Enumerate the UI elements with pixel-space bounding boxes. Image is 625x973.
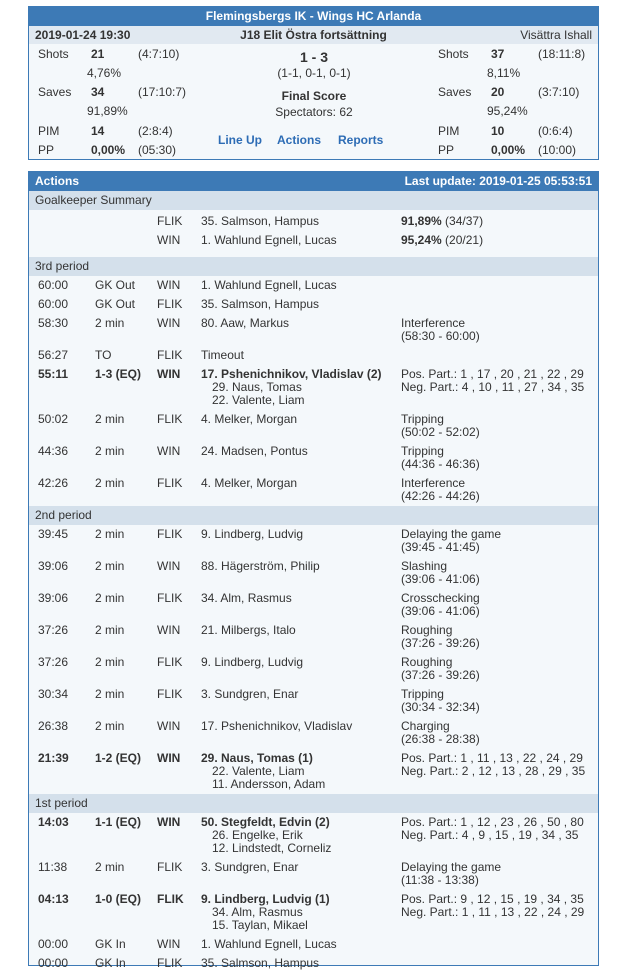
event-type: 2 min bbox=[95, 719, 125, 733]
event-time: 44:36 bbox=[38, 444, 69, 458]
event-description bbox=[401, 861, 501, 887]
event-time: 00:00 bbox=[38, 956, 69, 970]
player-name: 35. Salmson, Hampus bbox=[201, 297, 320, 311]
event-type: 1-3 (EQ) bbox=[95, 367, 142, 381]
goalkeeper-name: 1. Wahlund Egnell, Lucas bbox=[201, 233, 337, 247]
goalkeeper-row bbox=[29, 234, 598, 250]
assist-2: 11. Andersson, Adam bbox=[212, 777, 326, 791]
event-type: 2 min bbox=[95, 527, 125, 541]
actions-body bbox=[29, 191, 598, 970]
team-code: FLIK bbox=[157, 297, 183, 311]
player-cell bbox=[201, 560, 320, 573]
actions-title: Actions bbox=[35, 174, 80, 188]
player-cell bbox=[201, 368, 382, 407]
description-line-2: (39:45 - 41:45) bbox=[401, 540, 480, 554]
description-line-1: Pos. Part.: 1 , 17 , 20 , 21 , 22 , 29 bbox=[401, 367, 584, 381]
event-time: 11:38 bbox=[38, 860, 68, 874]
team-code: FLIK bbox=[157, 860, 183, 874]
player-name: 29. Naus, Tomas (1) bbox=[201, 751, 313, 765]
event-time: 60:00 bbox=[38, 297, 69, 311]
away-pim: 10 bbox=[491, 124, 505, 138]
player-name: 3. Sundgren, Enar bbox=[201, 687, 299, 701]
event-description bbox=[401, 624, 480, 650]
description-line-2: Neg. Part.: 4 , 10 , 11 , 27 , 34 , 35 bbox=[401, 380, 585, 394]
player-cell bbox=[201, 592, 292, 605]
period-header: 3rd period bbox=[29, 257, 598, 276]
description-line-1: Roughing bbox=[401, 655, 453, 669]
away-pim-label: PIM bbox=[438, 124, 460, 138]
player-name: 50. Stegfeldt, Edvin (2) bbox=[201, 815, 330, 829]
event-time: 37:26 bbox=[38, 623, 69, 637]
final-score: 1 - 3 bbox=[299, 49, 328, 65]
event-time: 56:27 bbox=[38, 348, 69, 362]
player-name: 34. Alm, Rasmus bbox=[201, 591, 292, 605]
away-pp: 0,00% bbox=[491, 143, 526, 157]
event-type: 1-0 (EQ) bbox=[95, 892, 142, 906]
event-time: 60:00 bbox=[38, 278, 69, 292]
player-cell bbox=[201, 279, 337, 292]
player-name: 1. Wahlund Egnell, Lucas bbox=[201, 278, 337, 292]
spectators: Spectators: 62 bbox=[275, 105, 353, 119]
game-title: Flemingsbergs IK - Wings HC Arlanda bbox=[29, 7, 598, 26]
team-code: FLIK bbox=[157, 214, 183, 228]
assist-1: 29. Naus, Tomas bbox=[212, 380, 302, 394]
away-shots-label: Shots bbox=[438, 47, 469, 61]
player-cell bbox=[201, 656, 303, 669]
assist-1: 26. Engelke, Erik bbox=[212, 828, 303, 842]
team-code: FLIK bbox=[157, 412, 183, 426]
description-line-2: (11:38 - 13:38) bbox=[401, 873, 479, 887]
player-name: 80. Aaw, Markus bbox=[201, 316, 290, 330]
lineup-link[interactable]: Line Up bbox=[218, 133, 262, 147]
description-line-2: (37:26 - 39:26) bbox=[401, 668, 480, 682]
home-pim-label: PIM bbox=[38, 124, 60, 138]
event-type: 2 min bbox=[95, 655, 125, 669]
game-datetime: 2019-01-24 19:30 bbox=[35, 28, 131, 42]
team-code: WIN bbox=[157, 367, 181, 381]
description-line-1: Interference bbox=[401, 476, 466, 490]
home-saves-pct: 91,89% bbox=[87, 104, 128, 118]
description-line-1: Charging bbox=[401, 719, 450, 733]
event-time: 39:06 bbox=[38, 591, 69, 605]
event-time: 00:00 bbox=[38, 937, 69, 951]
description-line-1: Delaying the game bbox=[401, 527, 502, 541]
league-name: J18 Elit Östra fortsättning bbox=[240, 28, 387, 42]
assist-2: 15. Taylan, Mikael bbox=[212, 918, 308, 932]
event-description bbox=[401, 317, 480, 343]
event-time: 42:26 bbox=[38, 476, 69, 490]
assist-1: 22. Valente, Liam bbox=[212, 764, 305, 778]
event-time: 58:30 bbox=[38, 316, 69, 330]
last-update: Last update: 2019-01-25 05:53:51 bbox=[404, 174, 592, 188]
away-shots-split: (18:11:8) bbox=[538, 47, 586, 61]
player-cell bbox=[201, 317, 289, 330]
event-time: 14:03 bbox=[38, 815, 69, 829]
event-time: 04:13 bbox=[38, 892, 69, 906]
player-name: 88. Hägerström, Philip bbox=[201, 559, 320, 573]
team-code: FLIK bbox=[157, 527, 183, 541]
event-description bbox=[401, 528, 501, 554]
event-time: 26:38 bbox=[38, 719, 69, 733]
home-pp-label: PP bbox=[38, 143, 55, 157]
event-type: 2 min bbox=[95, 591, 125, 605]
team-code: FLIK bbox=[157, 348, 183, 362]
player-name: 9. Lindberg, Ludvig (1) bbox=[201, 892, 330, 906]
description-line-1: Slashing bbox=[401, 559, 448, 573]
team-code: WIN bbox=[157, 444, 181, 458]
event-type: GK In bbox=[95, 956, 126, 970]
team-code: WIN bbox=[157, 751, 181, 765]
away-pp-time: (10:00) bbox=[538, 143, 577, 157]
player-cell bbox=[201, 893, 330, 932]
home-saves-label: Saves bbox=[38, 85, 72, 99]
game-status: Final Score bbox=[281, 89, 347, 103]
event-time: 30:34 bbox=[38, 687, 69, 701]
description-line-2: Neg. Part.: 1 , 11 , 13 , 22 , 24 , 29 bbox=[401, 905, 585, 919]
player-name: 4. Melker, Morgan bbox=[201, 412, 298, 426]
event-description bbox=[401, 560, 480, 586]
description-line-1: Pos. Part.: 1 , 11 , 13 , 22 , 24 , 29 bbox=[401, 751, 583, 765]
away-saves: 20 bbox=[491, 85, 505, 99]
event-description bbox=[401, 816, 584, 842]
arena-name: Visättra Ishall bbox=[520, 28, 592, 42]
home-pp: 0,00% bbox=[91, 143, 126, 157]
player-name: 1. Wahlund Egnell, Lucas bbox=[201, 937, 337, 951]
event-type: GK Out bbox=[95, 278, 136, 292]
assist-1: 34. Alm, Rasmus bbox=[212, 905, 303, 919]
description-line-1: Tripping bbox=[401, 687, 444, 701]
home-pp-time: (05:30) bbox=[138, 143, 177, 157]
player-name: 17. Pshenichnikov, Vladislav (2) bbox=[201, 367, 382, 381]
save-percentage bbox=[401, 234, 483, 247]
away-saves-split: (3:7:10) bbox=[538, 85, 580, 99]
period-header: 2nd period bbox=[29, 506, 598, 525]
description-line-1: Tripping bbox=[401, 412, 444, 426]
event-time: 50:02 bbox=[38, 412, 69, 426]
assist-2: 22. Valente, Liam bbox=[212, 393, 305, 407]
description-line-2: (42:26 - 44:26) bbox=[401, 489, 480, 503]
event-description bbox=[401, 368, 584, 394]
event-description bbox=[401, 752, 585, 778]
player-name: 3. Sundgren, Enar bbox=[201, 860, 299, 874]
away-saves-pct: 95,24% bbox=[487, 104, 528, 118]
player-name: 21. Milbergs, Italo bbox=[201, 623, 296, 637]
away-saves-label: Saves bbox=[438, 85, 472, 99]
save-pct-value: 95,24% bbox=[401, 233, 442, 247]
goalkeeper-row bbox=[29, 215, 598, 231]
event-time: 39:45 bbox=[38, 527, 69, 541]
team-code: FLIK bbox=[157, 655, 183, 669]
event-description bbox=[401, 720, 480, 746]
player-name: 4. Melker, Morgan bbox=[201, 476, 298, 490]
goalkeeper-name: 35. Salmson, Hampus bbox=[201, 214, 320, 228]
player-cell bbox=[201, 349, 244, 362]
event-description bbox=[401, 656, 480, 682]
away-pim-split: (0:6:4) bbox=[538, 124, 573, 138]
player-name: 24. Madsen, Pontus bbox=[201, 444, 308, 458]
team-code: WIN bbox=[157, 623, 181, 637]
save-percentage bbox=[401, 215, 483, 228]
event-time: 37:26 bbox=[38, 655, 69, 669]
player-name: Timeout bbox=[201, 348, 244, 362]
save-pct-detail: (20/21) bbox=[445, 233, 484, 247]
description-line-1: Crosschecking bbox=[401, 591, 480, 605]
home-pim: 14 bbox=[91, 124, 105, 138]
player-name: 9. Lindberg, Ludvig bbox=[201, 527, 304, 541]
actions-card bbox=[28, 171, 599, 970]
event-type: 2 min bbox=[95, 623, 125, 637]
player-name: 35. Salmson, Hampus bbox=[201, 956, 320, 970]
team-code: WIN bbox=[157, 559, 181, 573]
event-time: 55:11 bbox=[38, 367, 69, 381]
description-line-1: Delaying the game bbox=[401, 860, 502, 874]
event-type: 1-2 (EQ) bbox=[95, 751, 142, 765]
player-cell bbox=[201, 477, 297, 490]
player-cell bbox=[201, 752, 325, 791]
event-time: 39:06 bbox=[38, 559, 69, 573]
team-code: FLIK bbox=[157, 476, 183, 490]
event-description bbox=[401, 477, 480, 503]
team-code: WIN bbox=[157, 316, 181, 330]
description-line-1: Pos. Part.: 1 , 12 , 23 , 26 , 50 , 80 bbox=[401, 815, 584, 829]
home-saves-split: (17:10:7) bbox=[138, 85, 187, 99]
player-cell bbox=[201, 957, 319, 970]
player-cell bbox=[201, 720, 352, 733]
description-line-2: (50:02 - 52:02) bbox=[401, 425, 480, 439]
home-saves: 34 bbox=[91, 85, 105, 99]
description-line-2: Neg. Part.: 4 , 9 , 15 , 19 , 34 , 35 bbox=[401, 828, 579, 842]
team-code: WIN bbox=[157, 278, 181, 292]
event-description bbox=[401, 893, 584, 919]
event-type: 2 min bbox=[95, 476, 125, 490]
team-code: WIN bbox=[157, 719, 181, 733]
period-header: 1st period bbox=[29, 794, 598, 813]
event-type: 2 min bbox=[95, 316, 125, 330]
assist-2: 12. Lindstedt, Corneliz bbox=[212, 841, 332, 855]
description-line-2: (37:26 - 39:26) bbox=[401, 636, 480, 650]
goalkeeper-summary-header: Goalkeeper Summary bbox=[29, 191, 598, 210]
event-type: GK Out bbox=[95, 297, 136, 311]
game-summary-card bbox=[28, 6, 599, 160]
team-code: FLIK bbox=[157, 956, 183, 970]
event-type: 2 min bbox=[95, 559, 125, 573]
player-cell bbox=[201, 816, 331, 855]
description-line-2: (39:06 - 41:06) bbox=[401, 604, 480, 618]
team-code: FLIK bbox=[157, 591, 183, 605]
event-type: 2 min bbox=[95, 444, 125, 458]
event-time: 21:39 bbox=[38, 751, 69, 765]
home-shots-label: Shots bbox=[38, 47, 69, 61]
team-code: WIN bbox=[157, 937, 181, 951]
description-line-2: (26:38 - 28:38) bbox=[401, 732, 480, 746]
team-code: WIN bbox=[157, 815, 181, 829]
description-line-1: Pos. Part.: 9 , 12 , 15 , 19 , 34 , 35 bbox=[401, 892, 584, 906]
away-shots: 37 bbox=[491, 47, 505, 61]
description-line-2: (58:30 - 60:00) bbox=[401, 329, 480, 343]
period-scores: (1-1, 0-1, 0-1) bbox=[277, 66, 351, 80]
player-cell bbox=[201, 938, 337, 951]
team-code: FLIK bbox=[157, 687, 183, 701]
event-description bbox=[401, 688, 480, 714]
actions-link[interactable]: Actions bbox=[277, 133, 322, 147]
player-name: 17. Pshenichnikov, Vladislav bbox=[201, 719, 353, 733]
event-type: 1-1 (EQ) bbox=[95, 815, 142, 829]
player-cell bbox=[201, 445, 308, 458]
description-line-1: Interference bbox=[401, 316, 466, 330]
player-cell bbox=[201, 688, 298, 701]
team-code: WIN bbox=[157, 233, 181, 247]
save-pct-detail: (34/37) bbox=[445, 214, 484, 228]
description-line-1: Roughing bbox=[401, 623, 453, 637]
reports-link[interactable]: Reports bbox=[338, 133, 384, 147]
description-line-2: Neg. Part.: 2 , 12 , 13 , 28 , 29 , 35 bbox=[401, 764, 586, 778]
away-shots-pct: 8,11% bbox=[487, 66, 521, 80]
event-description bbox=[401, 413, 480, 439]
game-info-row bbox=[29, 26, 598, 44]
player-cell bbox=[201, 624, 296, 637]
home-shots-pct: 4,76% bbox=[87, 66, 122, 80]
home-shots-split: (4:7:10) bbox=[138, 47, 180, 61]
away-pp-label: PP bbox=[438, 143, 455, 157]
player-cell bbox=[201, 413, 297, 426]
event-type: 2 min bbox=[95, 412, 125, 426]
description-line-2: (39:06 - 41:06) bbox=[401, 572, 480, 586]
actions-header bbox=[29, 172, 598, 191]
home-pim-split: (2:8:4) bbox=[138, 124, 173, 138]
player-cell bbox=[201, 861, 298, 874]
event-type: 2 min bbox=[95, 687, 125, 701]
description-line-2: (44:36 - 46:36) bbox=[401, 457, 480, 471]
event-type: 2 min bbox=[95, 860, 125, 874]
player-name: 9. Lindberg, Ludvig bbox=[201, 655, 304, 669]
description-line-2: (30:34 - 32:34) bbox=[401, 700, 480, 714]
event-type: TO bbox=[95, 348, 112, 362]
event-description bbox=[401, 445, 480, 471]
home-shots: 21 bbox=[91, 47, 105, 61]
event-description bbox=[401, 592, 480, 618]
player-cell bbox=[201, 528, 303, 541]
event-type: GK In bbox=[95, 937, 126, 951]
player-cell bbox=[201, 298, 319, 311]
description-line-1: Tripping bbox=[401, 444, 444, 458]
save-pct-value: 91,89% bbox=[401, 214, 442, 228]
team-code: FLIK bbox=[157, 892, 184, 906]
